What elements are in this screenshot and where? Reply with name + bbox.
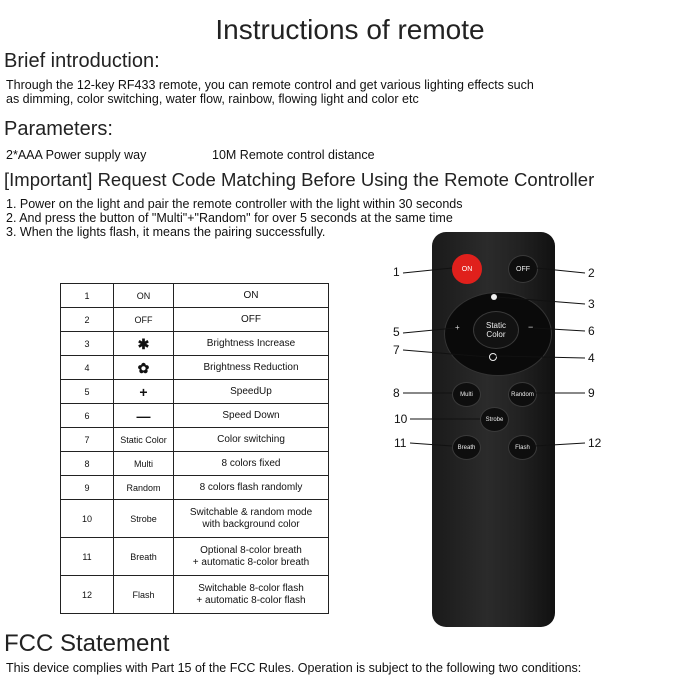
static-label-line-1: Static	[485, 321, 506, 330]
row-number: 8	[61, 452, 114, 476]
brightness-up-icon	[491, 294, 497, 300]
remote-random-button: Random	[508, 382, 537, 407]
callout-10: 10	[394, 412, 408, 426]
plus-icon: +	[114, 380, 174, 404]
key-function-table	[60, 283, 329, 614]
table-row	[61, 332, 329, 356]
row-number: 9	[61, 476, 114, 500]
callout-11: 11	[394, 436, 407, 450]
key-label: Multi	[114, 452, 174, 476]
key-function-line-2: + automatic 8-color breath	[192, 556, 310, 568]
row-number: 7	[61, 428, 114, 452]
table-row	[61, 500, 329, 538]
key-function: Brightness Increase	[174, 332, 329, 356]
intro-heading: Brief introduction:	[4, 50, 160, 72]
remote-breath-button: Breath	[452, 435, 481, 460]
step-3: 3. When the lights flash, it means the pairing successfully.	[6, 225, 326, 239]
table-row	[61, 380, 329, 404]
fcc-text: This device complies with Part 15 of the FCC Rules. Operation is subject to the following two conditions:	[6, 661, 582, 675]
key-label: Flash	[114, 576, 174, 614]
key-function: SpeedUp	[174, 380, 329, 404]
table-row	[61, 538, 329, 576]
key-label: Breath	[114, 538, 174, 576]
key-function-line-2: + automatic 8-color flash	[196, 594, 306, 606]
param-distance: 10M Remote control distance	[212, 148, 375, 162]
remote-multi-button: Multi	[452, 382, 481, 407]
row-number: 3	[61, 332, 114, 356]
key-function: 8 colors flash randomly	[174, 476, 329, 500]
key-label: OFF	[114, 308, 174, 332]
row-number: 6	[61, 404, 114, 428]
callout-6: 6	[588, 324, 595, 338]
row-number: 4	[61, 356, 114, 380]
key-function-line-1: Optional 8-color breath	[200, 544, 302, 556]
key-function: ON	[174, 284, 329, 308]
static-label-line-2: Color	[486, 330, 506, 339]
table-row	[61, 404, 329, 428]
key-function-line-1: Switchable 8-color flash	[198, 582, 304, 594]
row-number: 12	[61, 576, 114, 614]
remote-flash-button: Flash	[508, 435, 537, 460]
table-row	[61, 576, 329, 614]
key-function-line-1: Switchable & random mode	[189, 506, 313, 518]
brightness-down-icon: ✿	[114, 356, 174, 380]
brightness-down-icon	[489, 353, 497, 361]
key-function: 8 colors fixed	[174, 452, 329, 476]
key-label: Strobe	[114, 500, 174, 538]
callout-3: 3	[588, 297, 595, 311]
callout-8: 8	[393, 386, 400, 400]
remote-static-color-button	[473, 311, 519, 349]
table-row	[61, 452, 329, 476]
param-power: 2*AAA Power supply way	[6, 148, 147, 162]
key-label: Random	[114, 476, 174, 500]
step-2: 2. And press the button of "Multi"+"Random" for over 5 seconds at the same time	[6, 211, 453, 225]
key-function: Color switching	[174, 428, 329, 452]
callout-5: 5	[393, 325, 400, 339]
important-heading: [Important] Request Code Matching Before Using the Remote Controller	[4, 169, 595, 190]
key-function: OFF	[174, 308, 329, 332]
page-title: Instructions of remote	[215, 14, 485, 45]
callout-2: 2	[588, 266, 595, 280]
table-row	[61, 284, 329, 308]
callout-9: 9	[588, 386, 595, 400]
callout-12: 12	[588, 436, 602, 450]
row-number: 11	[61, 538, 114, 576]
remote-strobe-button: Strobe	[480, 407, 509, 432]
table-row	[61, 308, 329, 332]
callout-4: 4	[588, 351, 595, 365]
table-row	[61, 476, 329, 500]
intro-line-2: as dimming, color switching, water flow, rainbow, flowing light and color etc	[6, 92, 419, 106]
row-number: 5	[61, 380, 114, 404]
key-function: Speed Down	[174, 404, 329, 428]
row-number: 10	[61, 500, 114, 538]
intro-line-1: Through the 12-key RF433 remote, you can remote control and get various lighting effects such	[6, 78, 534, 92]
intro-text	[6, 78, 696, 106]
key-function-line-2: with background color	[202, 518, 300, 530]
step-1: 1. Power on the light and pair the remote controller with the light within 30 seconds	[6, 197, 463, 211]
minus-icon: −	[528, 322, 534, 332]
key-function	[174, 500, 329, 538]
table-row	[61, 428, 329, 452]
callout-7: 7	[393, 343, 400, 357]
row-number: 1	[61, 284, 114, 308]
key-label: ON	[114, 284, 174, 308]
key-function	[174, 538, 329, 576]
plus-icon: +	[455, 323, 460, 332]
table-row	[61, 356, 329, 380]
parameters-heading: Parameters:	[4, 118, 113, 140]
brightness-up-icon: ✱	[114, 332, 174, 356]
remote-off-button: OFF	[508, 255, 538, 283]
key-function	[174, 576, 329, 614]
remote-on-button: ON	[452, 254, 482, 284]
minus-icon: —	[114, 404, 174, 428]
key-function: Brightness Reduction	[174, 356, 329, 380]
pairing-steps	[6, 197, 463, 239]
row-number: 2	[61, 308, 114, 332]
key-label: Static Color	[114, 428, 174, 452]
fcc-heading: FCC Statement	[4, 630, 170, 657]
callout-1: 1	[393, 265, 400, 279]
